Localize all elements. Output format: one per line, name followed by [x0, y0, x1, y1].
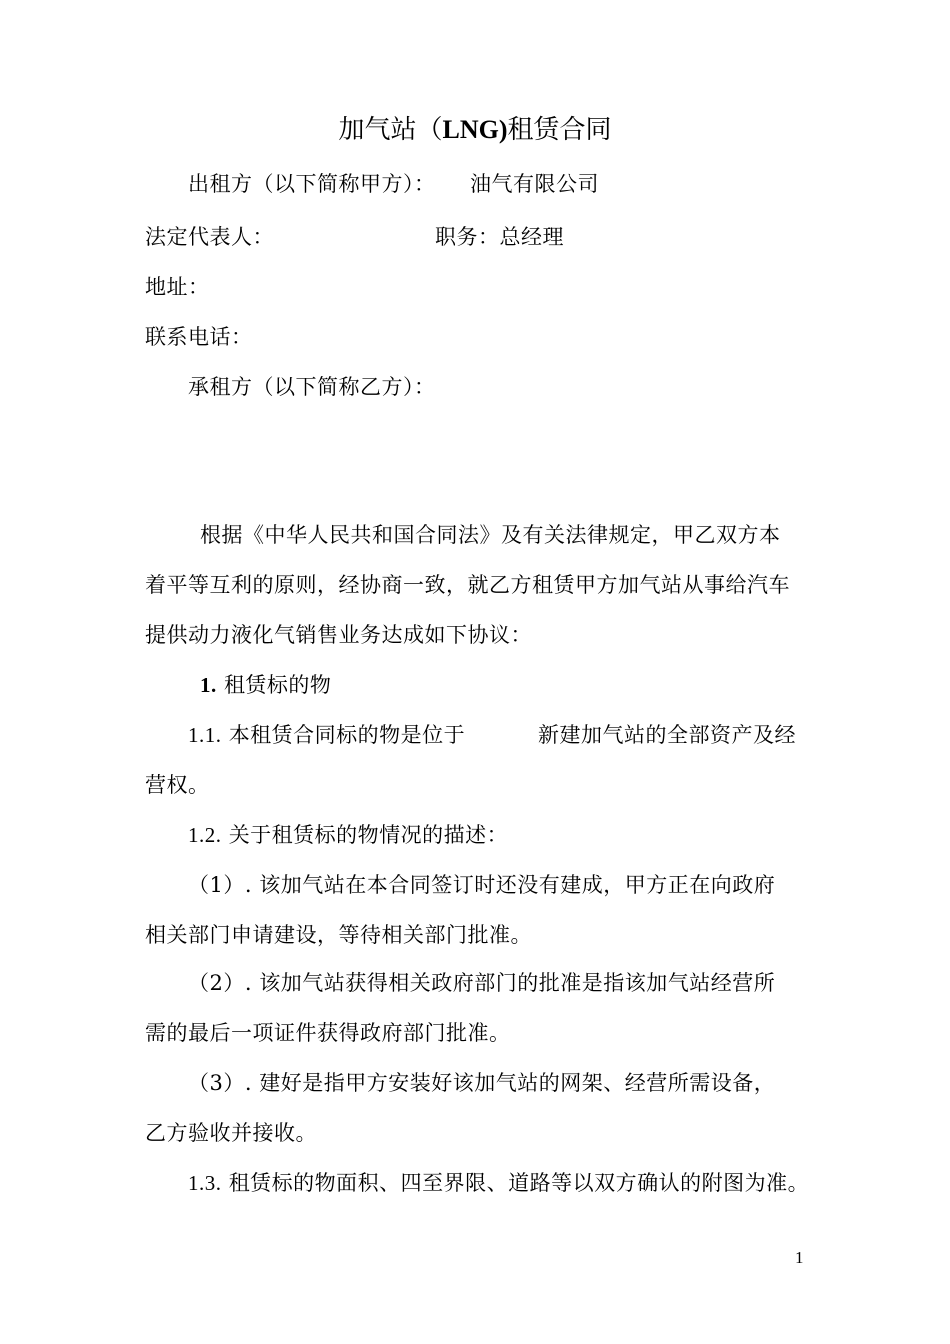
item-1-line-2: 相关部门申请建设，等待相关部门批准。 — [145, 923, 532, 947]
clause-1-1-text-a: 本租赁合同标的物是位于 — [228, 723, 466, 747]
clause-1-3-number: 1.3. — [188, 1171, 222, 1195]
clause-1-2-text: 关于租赁标的物情况的描述： — [228, 823, 509, 847]
item-2-line-2: 需的最后一项证件获得政府部门批准。 — [145, 1021, 511, 1045]
document-title — [0, 114, 950, 146]
lessor-name: 油气有限公司 — [470, 172, 599, 196]
title-prefix: 加气站（ — [338, 115, 443, 145]
title-suffix: 租赁合同 — [507, 115, 612, 145]
clause-1-3-text: 租赁标的物面积、四至界限、道路等以双方确认的附图为准。 — [228, 1171, 810, 1195]
section-1-title: 租赁标的物 — [223, 673, 332, 697]
item-3-line-1: （3）. 建好是指甲方安装好该加气站的网架、经营所需设备， — [188, 1071, 776, 1095]
legal-rep-label: 法定代表人： — [145, 225, 274, 249]
title-bold-part: LNG) — [442, 115, 508, 144]
clause-1-1-continuation: 营权。 — [145, 773, 210, 797]
clause-1-1-number: 1.1. — [188, 723, 222, 747]
clause-1-2 — [188, 822, 508, 848]
item-1-line-1: （1）. 该加气站在本合同签订时还没有建成，甲方正在向政府 — [188, 873, 776, 897]
preamble-line-1: 根据《中华人民共和国合同法》及有关法律规定，甲乙双方本 — [200, 523, 781, 547]
lessee-label: 承租方（以下简称乙方）： — [188, 375, 436, 399]
lessor-label: 出租方（以下简称甲方）： — [188, 172, 436, 196]
section-1-heading — [200, 672, 331, 698]
item-2-line-1: （2）. 该加气站获得相关政府部门的批准是指该加气站经营所 — [188, 971, 776, 995]
clause-1-1 — [188, 722, 465, 748]
phone-label: 联系电话： — [145, 325, 253, 349]
section-1-number: 1. — [200, 673, 217, 697]
clause-1-2-number: 1.2. — [188, 823, 222, 847]
preamble-line-2: 着平等互利的原则，经协商一致，就乙方租赁甲方加气站从事给汽车 — [145, 573, 790, 597]
lessor-line — [188, 171, 436, 197]
address-label: 地址： — [145, 275, 210, 299]
clause-1-1-text-b: 新建加气站的全部资产及经 — [538, 723, 796, 747]
preamble-line-3: 提供动力液化气销售业务达成如下协议： — [145, 623, 532, 647]
clause-1-3 — [188, 1170, 809, 1196]
item-3-line-2: 乙方验收并接收。 — [145, 1121, 317, 1145]
page-number: 1 — [795, 1248, 804, 1267]
position-label: 职务：总经理 — [435, 225, 564, 249]
